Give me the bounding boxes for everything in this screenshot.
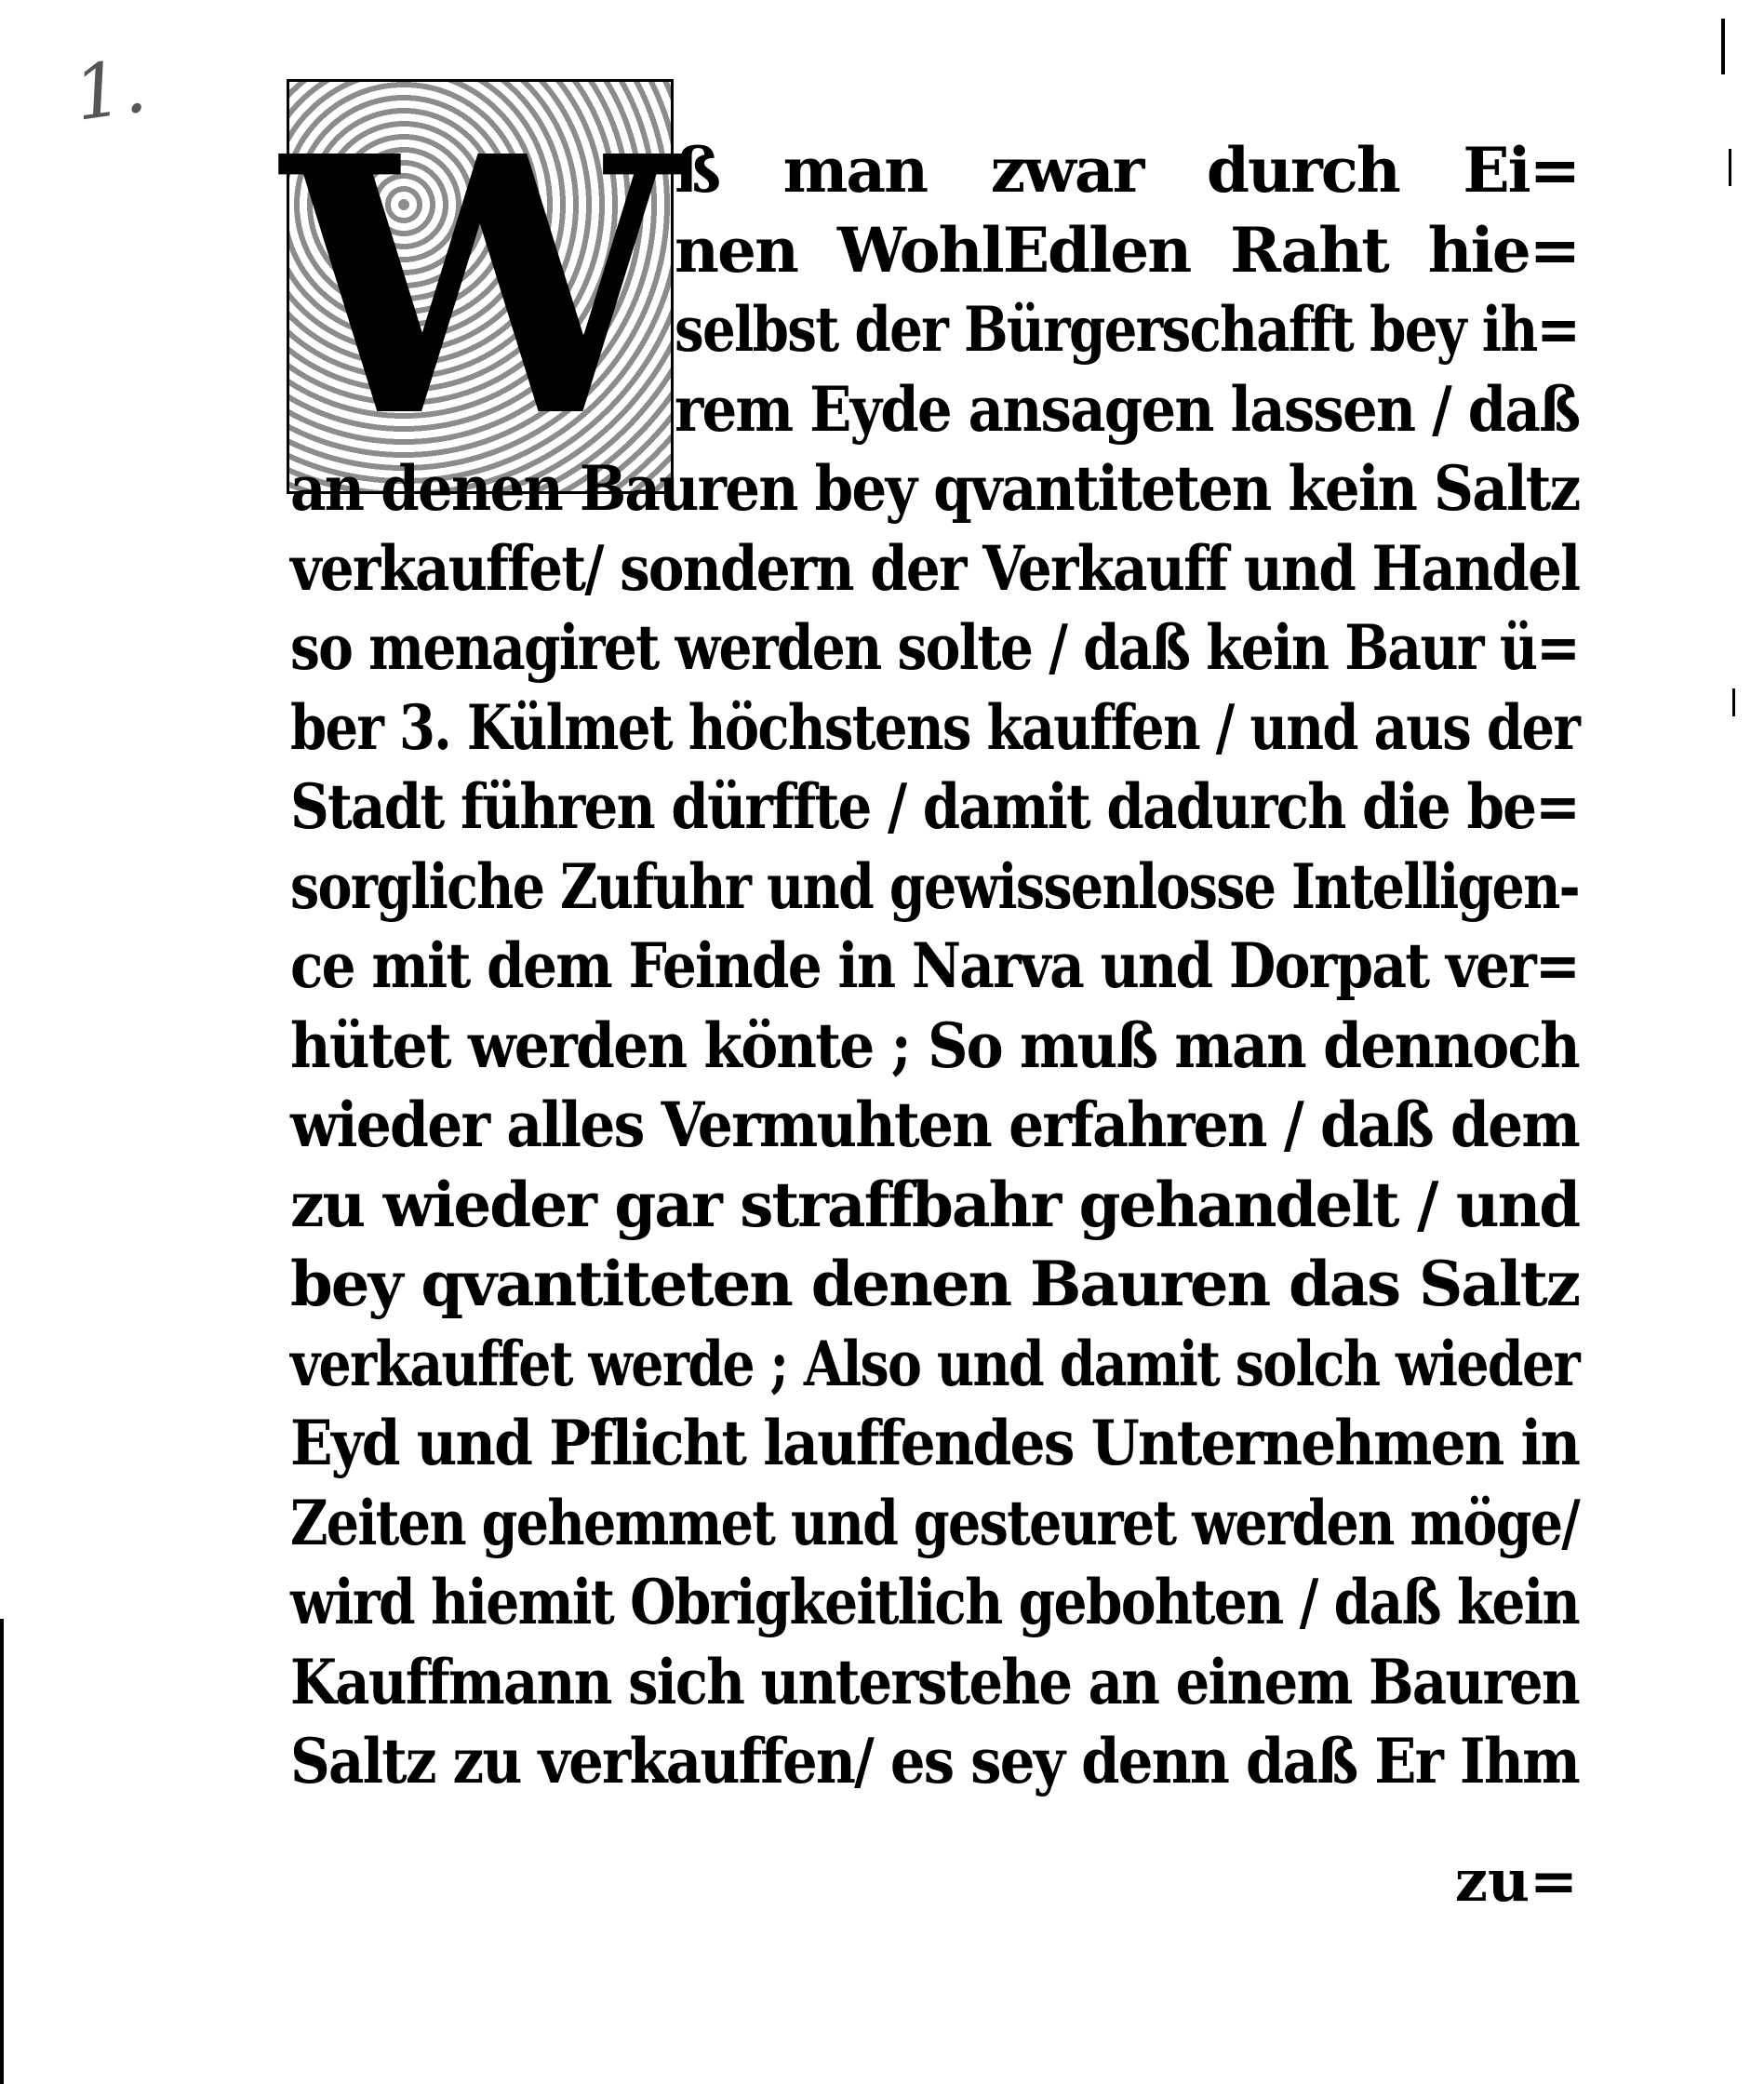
initial-letter: W — [281, 78, 679, 495]
page-edge-line — [0, 1619, 4, 2084]
text-line: hütet werden könte ; So muß man dennoch — [290, 1009, 1579, 1082]
text-line: wird hiemit Obrigkeitlich gebohten / daß kein — [290, 1566, 1580, 1638]
text-line: Eyd und Pflicht lauffendes Unternehmen in — [290, 1407, 1580, 1479]
margin-speck — [1732, 688, 1735, 716]
text-line: nen WohlEdlen Raht hie= — [675, 213, 1579, 287]
decorated-initial — [281, 78, 679, 495]
margin-speck — [1721, 19, 1725, 74]
text-line: Kauffmann sich unterstehe an einem Bauren — [290, 1645, 1579, 1718]
text-line: wieder alles Vermuhten erfahren / daß dem — [290, 1089, 1579, 1161]
margin-speck — [1729, 149, 1731, 186]
text-line: ce mit dem Feinde in Narva und Dorpat ver= — [290, 929, 1579, 1002]
text-line: Zeiten gehemmet und gesteuret werden möge/ — [290, 1486, 1579, 1559]
text-line: an denen Bauren bey qvantiteten kein Saltz — [290, 452, 1580, 525]
text-line: zu wieder gar straffbahr gehandelt / und — [290, 1168, 1580, 1241]
text-line: ß man zwar durch Ei= — [675, 134, 1579, 207]
text-line: verkauffet werde ; Also und damit solch wieder — [290, 1327, 1579, 1400]
text-line: Saltz zu verkauffen/ es sey denn daß Er Ihm — [290, 1725, 1579, 1797]
text-line: rem Eyde ansagen lassen / daß — [675, 372, 1580, 446]
text-line: ber 3. Külmet höchstens kauffen / und aus der — [290, 690, 1580, 764]
text-line: selbst der Bürgerschafft bey ih= — [675, 293, 1579, 366]
catchword: zu= — [1454, 1847, 1578, 1915]
text-line: so menagiret werden solte / daß kein Baur ü= — [290, 611, 1580, 684]
text-line: Stadt führen dürffte / damit dadurch die be= — [290, 770, 1579, 843]
handwritten-folio-mark: 1. — [68, 42, 152, 138]
text-line: sorgliche Zufuhr und gewissenlosse Intelligen- — [290, 849, 1579, 923]
text-line: bey qvantiteten denen Bauren das Saltz — [290, 1248, 1580, 1320]
text-line: verkauffet/ sondern der Verkauff und Handel — [290, 531, 1580, 605]
